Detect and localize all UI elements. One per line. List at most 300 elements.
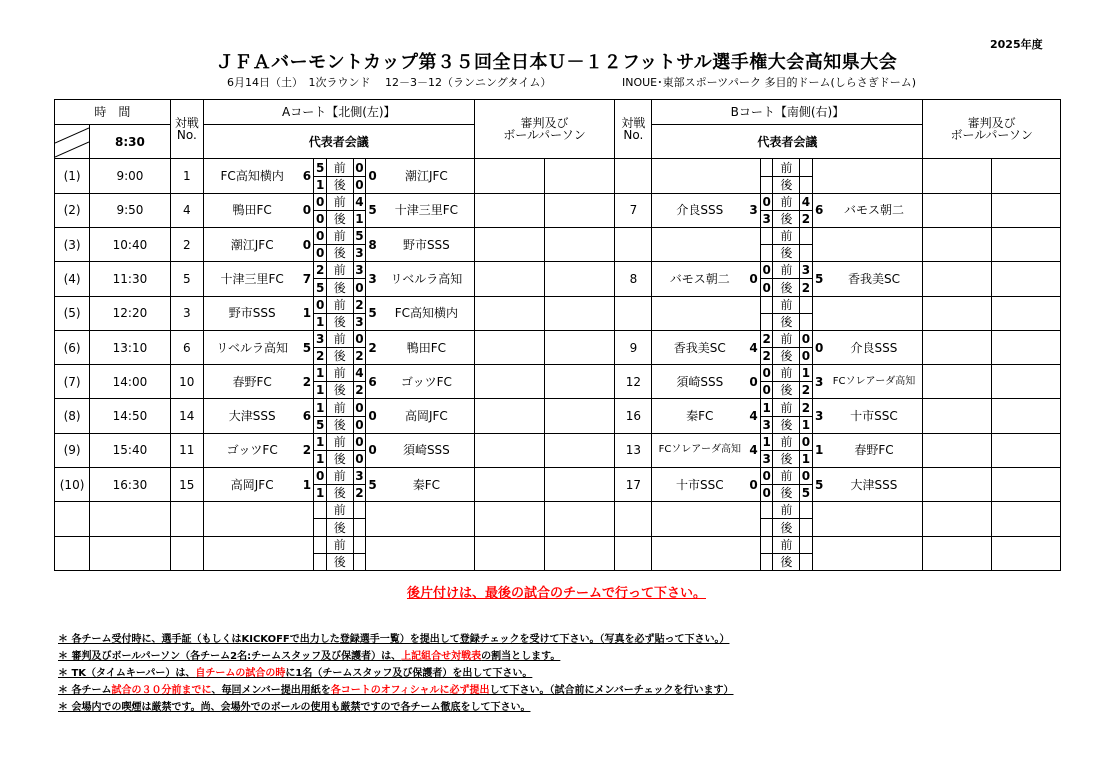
second-half-label: 後 (773, 485, 800, 502)
referee-cell-1 (474, 193, 544, 227)
away-total-score: 6 (366, 365, 379, 399)
away-first-half-score: 4 (353, 365, 365, 382)
match-number: 10 (170, 365, 203, 399)
away-second-half-score: 2 (353, 485, 365, 502)
first-half-label: 前 (326, 330, 353, 347)
away-team: 介良SSS (826, 330, 923, 364)
note-2: ＊ 審判及びボールパーソン（各チーム2名:チームスタッフ及び保護者）は、上記組合せ対戦表の割当とします。 (58, 651, 561, 662)
second-half-label: 後 (773, 313, 800, 330)
home-first-half-score: 0 (761, 468, 773, 485)
kickoff-time: 15:40 (90, 433, 171, 467)
referee-cell-1 (923, 365, 991, 399)
home-team: FC高知横内 (203, 159, 300, 193)
away-second-half-score (353, 519, 365, 536)
away-total-score: 5 (812, 468, 825, 502)
referee-cell-1 (923, 262, 991, 296)
away-first-half-score (800, 296, 812, 313)
away-second-half-score: 3 (353, 313, 365, 330)
referee-cell-2 (991, 193, 1060, 227)
first-half-label: 前 (773, 468, 800, 485)
away-first-half-score: 4 (800, 193, 812, 210)
date-info: 6月14日（土） 1次ラウンド 12－3－12（ランニングタイム） (227, 76, 552, 89)
home-total-score: 3 (747, 193, 760, 227)
home-second-half-score: 2 (314, 348, 326, 365)
slot-number: (5) (55, 296, 90, 330)
match-no-header-b: 対戦 No. (615, 100, 652, 159)
home-first-half-score: 1 (314, 433, 326, 450)
kickoff-time: 14:50 (90, 399, 171, 433)
second-half-label: 後 (773, 450, 800, 467)
away-second-half-score: 3 (353, 245, 365, 262)
away-team: 十市SSC (826, 399, 923, 433)
home-second-half-score (761, 519, 773, 536)
away-first-half-score: 0 (353, 399, 365, 416)
home-second-half-score: 0 (761, 382, 773, 399)
home-second-half-score (761, 176, 773, 193)
away-second-half-score (353, 553, 365, 570)
page-title: ＪＦＡバーモントカップ第３５回全日本Ｕ－１２フットサル選手権大会高知県大会 (215, 52, 898, 73)
away-first-half-score: 3 (353, 468, 365, 485)
court-b-header: Bコート【南側(右)】 (652, 100, 923, 125)
referee-cell-2 (991, 399, 1060, 433)
first-half-label: 前 (326, 159, 353, 176)
referee-cell-2 (544, 502, 614, 536)
match-number: 12 (615, 365, 652, 399)
second-half-label: 後 (773, 416, 800, 433)
kickoff-time: 9:00 (90, 159, 171, 193)
second-half-label: 後 (326, 485, 353, 502)
slot-number: (8) (55, 399, 90, 433)
away-total-score (812, 159, 825, 193)
referee-cell-1 (923, 330, 991, 364)
first-half-label: 前 (773, 536, 800, 553)
referee-cell-2 (991, 468, 1060, 502)
home-total-score (747, 296, 760, 330)
home-team (652, 296, 747, 330)
away-second-half-score: 2 (353, 382, 365, 399)
start-time: 8:30 (90, 125, 171, 159)
away-total-score: 6 (812, 193, 825, 227)
first-half-label: 前 (326, 399, 353, 416)
home-team: 須崎SSS (652, 365, 747, 399)
note-3: ＊ TK（タイムキーパー）は、自チームの試合の時に1名（チームスタッフ及び保護者）を出して下さい。 (58, 668, 533, 679)
home-team: FCソレアーダ高知 (652, 433, 747, 467)
first-half-label: 前 (773, 365, 800, 382)
away-first-half-score: 0 (353, 159, 365, 176)
home-total-score (301, 536, 314, 570)
match-number: 11 (170, 433, 203, 467)
slot-number (55, 536, 90, 570)
away-team (826, 536, 923, 570)
away-second-half-score: 2 (353, 348, 365, 365)
away-team: 須崎SSS (379, 433, 474, 467)
away-team: ゴッツFC (379, 365, 474, 399)
slot-number: (4) (55, 262, 90, 296)
away-second-half-score (800, 176, 812, 193)
second-half-label: 後 (326, 210, 353, 227)
home-team: 秦FC (652, 399, 747, 433)
referee-cell-2 (991, 536, 1060, 570)
away-second-half-score: 5 (800, 485, 812, 502)
referee-cell-2 (991, 365, 1060, 399)
second-half-label: 後 (773, 176, 800, 193)
away-first-half-score: 0 (800, 433, 812, 450)
home-first-half-score: 1 (314, 399, 326, 416)
home-team (652, 228, 747, 262)
home-first-half-score: 3 (314, 330, 326, 347)
match-number: 13 (615, 433, 652, 467)
referee-cell-2 (991, 502, 1060, 536)
referee-header-b: 審判及び ボールパーソン (923, 100, 1061, 159)
away-team (826, 502, 923, 536)
away-total-score: 0 (366, 159, 379, 193)
away-team: 十津三里FC (379, 193, 474, 227)
away-second-half-score: 0 (353, 176, 365, 193)
away-team: 春野FC (826, 433, 923, 467)
table-row (55, 159, 1061, 176)
kickoff-time: 13:10 (90, 330, 171, 364)
referee-cell-2 (991, 228, 1060, 262)
away-team: 香我美SC (826, 262, 923, 296)
referee-cell-2 (544, 228, 614, 262)
home-total-score: 4 (747, 399, 760, 433)
referee-cell-2 (991, 433, 1060, 467)
away-first-half-score (800, 159, 812, 176)
second-half-label: 後 (773, 348, 800, 365)
cleanup-note: 後片付けは、最後の試合のチームで行って下さい。 (406, 586, 706, 601)
first-half-label: 前 (326, 433, 353, 450)
slot-number: (2) (55, 193, 90, 227)
referee-cell-2 (544, 330, 614, 364)
schedule-table (54, 99, 1061, 571)
home-first-half-score (761, 296, 773, 313)
referee-cell-1 (923, 502, 991, 536)
away-team: 鴨田FC (379, 330, 474, 364)
first-half-label: 前 (326, 502, 353, 519)
first-half-label: 前 (773, 262, 800, 279)
first-half-label: 前 (773, 399, 800, 416)
home-second-half-score: 3 (761, 450, 773, 467)
referee-cell-2 (544, 365, 614, 399)
away-first-half-score (800, 228, 812, 245)
away-first-half-score (353, 536, 365, 553)
home-team (652, 502, 747, 536)
away-first-half-score (800, 502, 812, 519)
away-first-half-score: 1 (800, 365, 812, 382)
home-team: 十市SSC (652, 468, 747, 502)
away-total-score (812, 536, 825, 570)
home-first-half-score: 5 (314, 159, 326, 176)
home-total-score: 2 (301, 433, 314, 467)
match-number: 15 (170, 468, 203, 502)
year-label: 2025年度 (990, 38, 1043, 51)
home-team: 十津三里FC (203, 262, 300, 296)
home-team: 潮江JFC (203, 228, 300, 262)
away-second-half-score: 0 (353, 450, 365, 467)
referee-cell-1 (923, 468, 991, 502)
match-number (170, 502, 203, 536)
referee-cell-1 (923, 433, 991, 467)
away-total-score: 5 (366, 468, 379, 502)
away-second-half-score: 2 (800, 279, 812, 296)
match-number: 6 (170, 330, 203, 364)
home-first-half-score: 0 (314, 468, 326, 485)
meeting-label-b: 代表者会議 (652, 125, 923, 159)
note-1: ＊ 各チーム受付時に、選手証（もしくはKICKOFFで出力した登録選手一覧）を提出して登録チェックを受けて下さい。（写真を必ず貼って下さい。） (58, 634, 730, 645)
venue-info: INOUE･東部スポーツパーク 多目的ドーム(しらさぎドーム) (622, 76, 917, 89)
first-half-label: 前 (773, 330, 800, 347)
home-second-half-score (761, 553, 773, 570)
kickoff-time (90, 502, 171, 536)
second-half-label: 後 (326, 313, 353, 330)
referee-cell-1 (923, 536, 991, 570)
away-first-half-score: 0 (800, 330, 812, 347)
first-half-label: 前 (326, 262, 353, 279)
referee-cell-1 (474, 399, 544, 433)
notes-list (58, 630, 734, 715)
away-second-half-score: 1 (800, 416, 812, 433)
referee-cell-2 (544, 536, 614, 570)
second-half-label: 後 (326, 245, 353, 262)
second-half-label: 後 (326, 279, 353, 296)
home-first-half-score: 1 (761, 433, 773, 450)
away-total-score (366, 536, 379, 570)
home-second-half-score: 1 (314, 382, 326, 399)
away-second-half-score: 0 (353, 279, 365, 296)
home-total-score: 0 (747, 262, 760, 296)
kickoff-time: 11:30 (90, 262, 171, 296)
away-second-half-score: 1 (800, 450, 812, 467)
home-second-half-score: 5 (314, 416, 326, 433)
away-second-half-score (800, 245, 812, 262)
referee-cell-1 (474, 468, 544, 502)
slot-number: (6) (55, 330, 90, 364)
away-total-score: 5 (366, 296, 379, 330)
referee-cell-1 (474, 262, 544, 296)
home-second-half-score: 1 (314, 313, 326, 330)
home-total-score: 7 (301, 262, 314, 296)
home-first-half-score: 0 (314, 193, 326, 210)
home-second-half-score (314, 553, 326, 570)
table-row (55, 399, 1061, 416)
table-row (55, 502, 1061, 519)
referee-cell-1 (474, 228, 544, 262)
away-team: FC高知横内 (379, 296, 474, 330)
referee-cell-2 (991, 262, 1060, 296)
away-team: バモス朝二 (826, 193, 923, 227)
home-team: リベルラ高知 (203, 330, 300, 364)
home-total-score: 0 (301, 193, 314, 227)
home-team: 大津SSS (203, 399, 300, 433)
match-no-header-a: 対戦 No. (170, 100, 203, 159)
second-half-label: 後 (773, 553, 800, 570)
referee-cell-1 (923, 296, 991, 330)
referee-cell-1 (474, 159, 544, 193)
away-total-score: 0 (812, 330, 825, 364)
home-total-score (747, 228, 760, 262)
slot-number: (7) (55, 365, 90, 399)
first-half-label: 前 (773, 228, 800, 245)
home-total-score: 6 (301, 159, 314, 193)
home-team: 鴨田FC (203, 193, 300, 227)
match-number: 17 (615, 468, 652, 502)
table-row (55, 262, 1061, 279)
home-second-half-score: 3 (761, 210, 773, 227)
home-second-half-score: 5 (314, 279, 326, 296)
table-row (55, 296, 1061, 313)
first-half-label: 前 (326, 296, 353, 313)
match-number (615, 159, 652, 193)
home-team (652, 536, 747, 570)
slot-number: (9) (55, 433, 90, 467)
referee-cell-1 (474, 330, 544, 364)
second-half-label: 後 (773, 279, 800, 296)
slot-number: (1) (55, 159, 90, 193)
away-total-score: 3 (812, 399, 825, 433)
match-number: 16 (615, 399, 652, 433)
match-number (615, 296, 652, 330)
home-total-score: 2 (301, 365, 314, 399)
away-second-half-score: 2 (800, 382, 812, 399)
referee-cell-1 (923, 159, 991, 193)
second-half-label: 後 (326, 176, 353, 193)
home-first-half-score (761, 228, 773, 245)
away-total-score (812, 296, 825, 330)
home-second-half-score: 1 (314, 485, 326, 502)
home-second-half-score: 1 (314, 176, 326, 193)
home-first-half-score: 1 (314, 365, 326, 382)
away-first-half-score: 0 (800, 468, 812, 485)
away-first-half-score: 2 (353, 296, 365, 313)
home-total-score: 1 (301, 468, 314, 502)
away-second-half-score (800, 519, 812, 536)
match-number (170, 536, 203, 570)
away-team (826, 159, 923, 193)
away-total-score: 0 (366, 433, 379, 467)
home-first-half-score (761, 536, 773, 553)
away-first-half-score: 2 (800, 399, 812, 416)
home-second-half-score: 0 (761, 485, 773, 502)
away-team: 野市SSS (379, 228, 474, 262)
home-team: 春野FC (203, 365, 300, 399)
away-total-score (366, 502, 379, 536)
home-first-half-score (314, 502, 326, 519)
away-team: 大津SSS (826, 468, 923, 502)
second-half-label: 後 (326, 553, 353, 570)
home-total-score (301, 502, 314, 536)
away-total-score (812, 228, 825, 262)
meeting-label-a: 代表者会議 (203, 125, 474, 159)
match-number: 4 (170, 193, 203, 227)
second-half-label: 後 (326, 348, 353, 365)
away-first-half-score (353, 502, 365, 519)
away-total-score: 0 (366, 399, 379, 433)
referee-cell-2 (544, 262, 614, 296)
kickoff-time: 16:30 (90, 468, 171, 502)
first-half-label: 前 (773, 502, 800, 519)
away-first-half-score: 3 (353, 262, 365, 279)
away-second-half-score (800, 313, 812, 330)
kickoff-time: 9:50 (90, 193, 171, 227)
home-first-half-score: 2 (761, 330, 773, 347)
match-number: 3 (170, 296, 203, 330)
table-row (55, 433, 1061, 450)
first-half-label: 前 (773, 159, 800, 176)
diagonal-slash-cell (55, 125, 90, 159)
away-second-half-score: 2 (800, 210, 812, 227)
away-total-score: 5 (366, 193, 379, 227)
first-half-label: 前 (326, 228, 353, 245)
table-row (55, 193, 1061, 210)
home-first-half-score: 0 (761, 193, 773, 210)
home-first-half-score: 0 (314, 228, 326, 245)
referee-cell-2 (544, 159, 614, 193)
home-second-half-score (314, 519, 326, 536)
home-second-half-score: 2 (761, 348, 773, 365)
home-first-half-score (761, 502, 773, 519)
table-row (55, 365, 1061, 382)
slot-number: (3) (55, 228, 90, 262)
first-half-label: 前 (773, 193, 800, 210)
home-second-half-score: 3 (761, 416, 773, 433)
match-number (615, 502, 652, 536)
match-number: 14 (170, 399, 203, 433)
home-total-score (747, 536, 760, 570)
court-a-header: Aコート【北側(左)】 (203, 100, 474, 125)
home-first-half-score (761, 159, 773, 176)
referee-cell-2 (544, 433, 614, 467)
table-row (55, 330, 1061, 347)
referee-cell-1 (474, 296, 544, 330)
home-team: 介良SSS (652, 193, 747, 227)
away-team (826, 296, 923, 330)
match-number (615, 536, 652, 570)
home-team: ゴッツFC (203, 433, 300, 467)
home-team: バモス朝二 (652, 262, 747, 296)
away-team: 秦FC (379, 468, 474, 502)
home-first-half-score (314, 536, 326, 553)
match-number: 9 (615, 330, 652, 364)
first-half-label: 前 (326, 468, 353, 485)
slot-number (55, 502, 90, 536)
first-half-label: 前 (773, 296, 800, 313)
home-team: 高岡JFC (203, 468, 300, 502)
referee-cell-2 (544, 296, 614, 330)
away-team: FCソレアーダ高知 (826, 365, 923, 399)
second-half-label: 後 (773, 210, 800, 227)
referee-header-a: 審判及び ボールパーソン (474, 100, 615, 159)
home-second-half-score: 0 (314, 245, 326, 262)
table-row (55, 536, 1061, 553)
first-half-label: 前 (326, 536, 353, 553)
note-4: ＊ 各チーム試合の３０分前までに、毎回メンバー提出用紙を各コートのオフィシャルに必ず提出して下さい。（試合前にメンバーチェックを行います） (58, 685, 734, 696)
away-team (379, 536, 474, 570)
first-half-label: 前 (326, 193, 353, 210)
referee-cell-1 (923, 228, 991, 262)
away-first-half-score (800, 536, 812, 553)
home-first-half-score: 0 (761, 262, 773, 279)
home-total-score (747, 502, 760, 536)
away-first-half-score: 5 (353, 228, 365, 245)
home-first-half-score: 0 (761, 365, 773, 382)
table-row (55, 468, 1061, 485)
referee-cell-1 (474, 502, 544, 536)
home-team: 香我美SC (652, 330, 747, 364)
home-first-half-score: 2 (314, 262, 326, 279)
match-number: 2 (170, 228, 203, 262)
referee-cell-2 (991, 330, 1060, 364)
home-team: 野市SSS (203, 296, 300, 330)
